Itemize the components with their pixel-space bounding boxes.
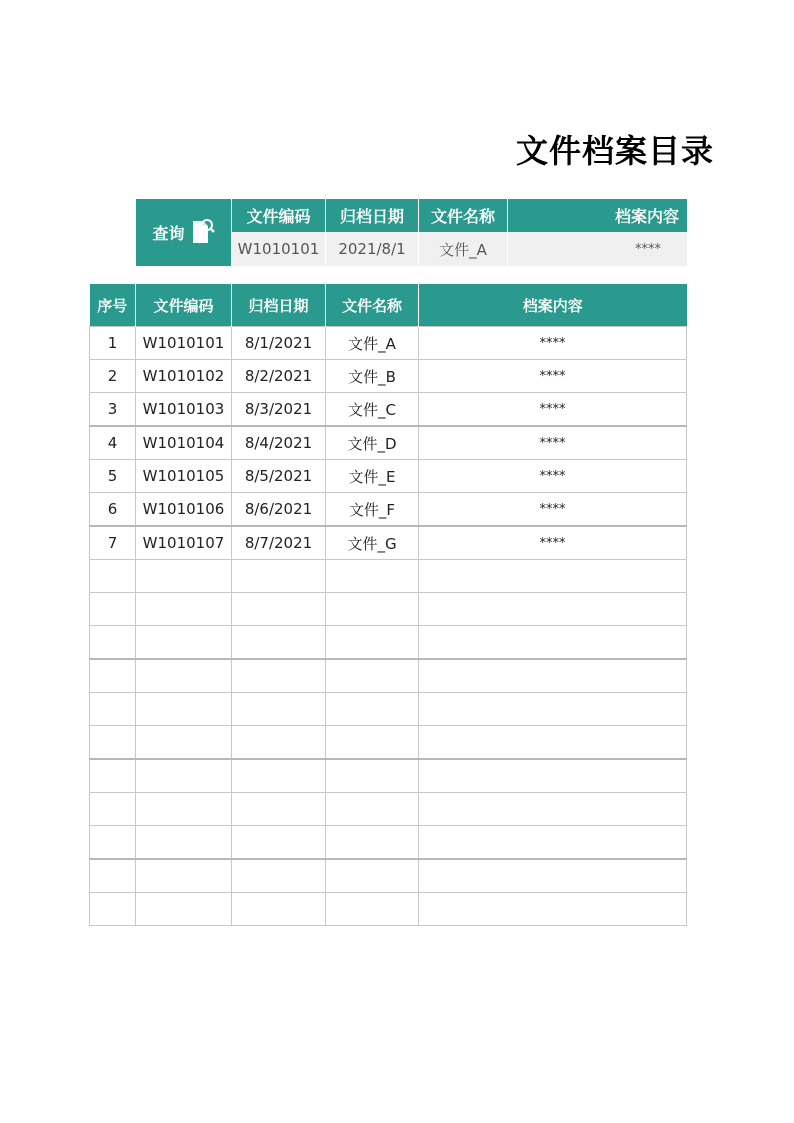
table-cell[interactable]: 文件_G	[326, 526, 419, 560]
table-cell[interactable]	[232, 693, 326, 726]
table-cell[interactable]: 文件_E	[326, 460, 419, 493]
query-input-cell[interactable]: 文件_A	[418, 232, 507, 266]
table-cell[interactable]: ****	[419, 526, 687, 560]
table-cell[interactable]	[419, 893, 687, 926]
table-cell[interactable]: ****	[419, 393, 687, 427]
table-cell[interactable]: 8/5/2021	[232, 460, 326, 493]
table-cell[interactable]	[419, 726, 687, 760]
table-cell[interactable]	[419, 560, 687, 593]
table-cell[interactable]	[419, 759, 687, 793]
table-cell[interactable]	[90, 593, 136, 626]
query-button[interactable]	[136, 199, 231, 266]
table-row	[90, 759, 687, 793]
query-header-cell: 文件名称	[418, 199, 507, 232]
table-cell[interactable]	[136, 859, 232, 893]
table-cell[interactable]	[136, 826, 232, 860]
table-cell[interactable]	[419, 859, 687, 893]
table-cell[interactable]	[90, 759, 136, 793]
table-cell[interactable]	[326, 859, 419, 893]
table-cell[interactable]	[232, 759, 326, 793]
table-cell[interactable]: 2	[90, 360, 136, 393]
table-cell[interactable]: W1010104	[136, 426, 232, 460]
query-header-cell: 档案内容	[507, 199, 687, 232]
table-row	[90, 526, 687, 560]
table-cell[interactable]	[90, 859, 136, 893]
table-cell[interactable]	[326, 659, 419, 693]
table-cell[interactable]: W1010107	[136, 526, 232, 560]
archive-table	[89, 284, 687, 926]
table-cell[interactable]: W1010102	[136, 360, 232, 393]
table-cell[interactable]	[90, 826, 136, 860]
query-label: 查询	[152, 224, 185, 243]
table-cell[interactable]	[136, 759, 232, 793]
column-header: 文件名称	[326, 284, 419, 327]
table-cell[interactable]: 6	[90, 493, 136, 527]
table-cell[interactable]: ****	[419, 426, 687, 460]
table-cell[interactable]: 5	[90, 460, 136, 493]
column-header: 文件编码	[136, 284, 232, 327]
table-cell[interactable]: 8/3/2021	[232, 393, 326, 427]
table-row	[90, 826, 687, 860]
table-cell[interactable]: W1010103	[136, 393, 232, 427]
table-row	[90, 893, 687, 926]
table-cell[interactable]: ****	[419, 360, 687, 393]
table-row	[90, 493, 687, 527]
table-cell[interactable]: 4	[90, 426, 136, 460]
file-search-icon	[191, 217, 215, 249]
table-row	[90, 560, 687, 593]
table-cell[interactable]	[326, 793, 419, 826]
table-cell[interactable]: W1010101	[136, 327, 232, 360]
table-cell[interactable]	[232, 726, 326, 760]
table-cell[interactable]: 文件_F	[326, 493, 419, 527]
table-row	[90, 793, 687, 826]
table-cell[interactable]	[136, 726, 232, 760]
table-cell[interactable]: 文件_A	[326, 327, 419, 360]
table-cell[interactable]	[232, 859, 326, 893]
table-row	[90, 659, 687, 693]
table-cell[interactable]	[419, 793, 687, 826]
query-input-cell[interactable]: 2021/8/1	[325, 232, 418, 266]
table-cell[interactable]	[232, 793, 326, 826]
table-cell[interactable]	[90, 560, 136, 593]
table-cell[interactable]: ****	[419, 327, 687, 360]
table-cell[interactable]: ****	[419, 460, 687, 493]
table-cell[interactable]: 8/7/2021	[232, 526, 326, 560]
column-header: 归档日期	[232, 284, 326, 327]
query-header-cell: 文件编码	[231, 199, 325, 232]
table-cell[interactable]: 8/1/2021	[232, 327, 326, 360]
table-row	[90, 460, 687, 493]
table-cell[interactable]	[90, 726, 136, 760]
query-input-cell[interactable]: W1010101	[231, 232, 325, 266]
table-row	[90, 360, 687, 393]
table-cell[interactable]	[136, 560, 232, 593]
table-cell[interactable]: 文件_B	[326, 360, 419, 393]
table-cell[interactable]	[326, 693, 419, 726]
table-cell[interactable]	[326, 593, 419, 626]
table-cell[interactable]: W1010106	[136, 493, 232, 527]
table-cell[interactable]	[136, 593, 232, 626]
table-cell[interactable]	[90, 893, 136, 926]
table-cell[interactable]: 1	[90, 327, 136, 360]
table-cell[interactable]	[326, 560, 419, 593]
table-cell[interactable]: 8/4/2021	[232, 426, 326, 460]
table-cell[interactable]	[326, 893, 419, 926]
table-cell[interactable]	[326, 726, 419, 760]
table-cell[interactable]: 3	[90, 393, 136, 427]
table-row	[90, 393, 687, 427]
table-cell[interactable]: ****	[419, 493, 687, 527]
table-cell[interactable]	[326, 759, 419, 793]
table-cell[interactable]	[232, 593, 326, 626]
table-row	[90, 726, 687, 760]
table-cell[interactable]	[232, 893, 326, 926]
table-cell[interactable]	[419, 626, 687, 660]
table-cell[interactable]	[136, 793, 232, 826]
table-cell[interactable]	[419, 693, 687, 726]
table-row	[90, 859, 687, 893]
table-cell[interactable]	[136, 659, 232, 693]
table-header-row	[90, 284, 687, 327]
table-cell[interactable]	[90, 626, 136, 660]
table-row	[90, 426, 687, 460]
query-header-cell: 归档日期	[325, 199, 418, 232]
table-cell[interactable]	[232, 826, 326, 860]
table-cell[interactable]	[232, 626, 326, 660]
table-row	[90, 327, 687, 360]
table-cell[interactable]	[419, 593, 687, 626]
table-cell[interactable]	[232, 659, 326, 693]
table-cell[interactable]: 文件_D	[326, 426, 419, 460]
table-cell[interactable]	[136, 693, 232, 726]
table-cell[interactable]	[136, 893, 232, 926]
table-cell[interactable]	[326, 626, 419, 660]
table-cell[interactable]	[419, 659, 687, 693]
table-cell[interactable]	[232, 560, 326, 593]
page-title-text: 文件档案目录	[516, 132, 715, 170]
table-row	[90, 593, 687, 626]
table-cell[interactable]: 文件_C	[326, 393, 419, 427]
table-cell[interactable]: W1010105	[136, 460, 232, 493]
table-row	[90, 693, 687, 726]
query-input-cell[interactable]: ****	[507, 232, 687, 266]
table-cell[interactable]	[90, 693, 136, 726]
table-cell[interactable]	[136, 626, 232, 660]
column-header: 序号	[90, 284, 136, 327]
table-cell[interactable]	[419, 826, 687, 860]
column-header: 档案内容	[419, 284, 687, 327]
table-row	[90, 626, 687, 660]
table-cell[interactable]: 7	[90, 526, 136, 560]
table-cell[interactable]: 8/6/2021	[232, 493, 326, 527]
table-cell[interactable]	[90, 659, 136, 693]
page-title	[0, 128, 715, 174]
table-cell[interactable]	[90, 793, 136, 826]
table-cell[interactable]: 8/2/2021	[232, 360, 326, 393]
table-cell[interactable]	[326, 826, 419, 860]
